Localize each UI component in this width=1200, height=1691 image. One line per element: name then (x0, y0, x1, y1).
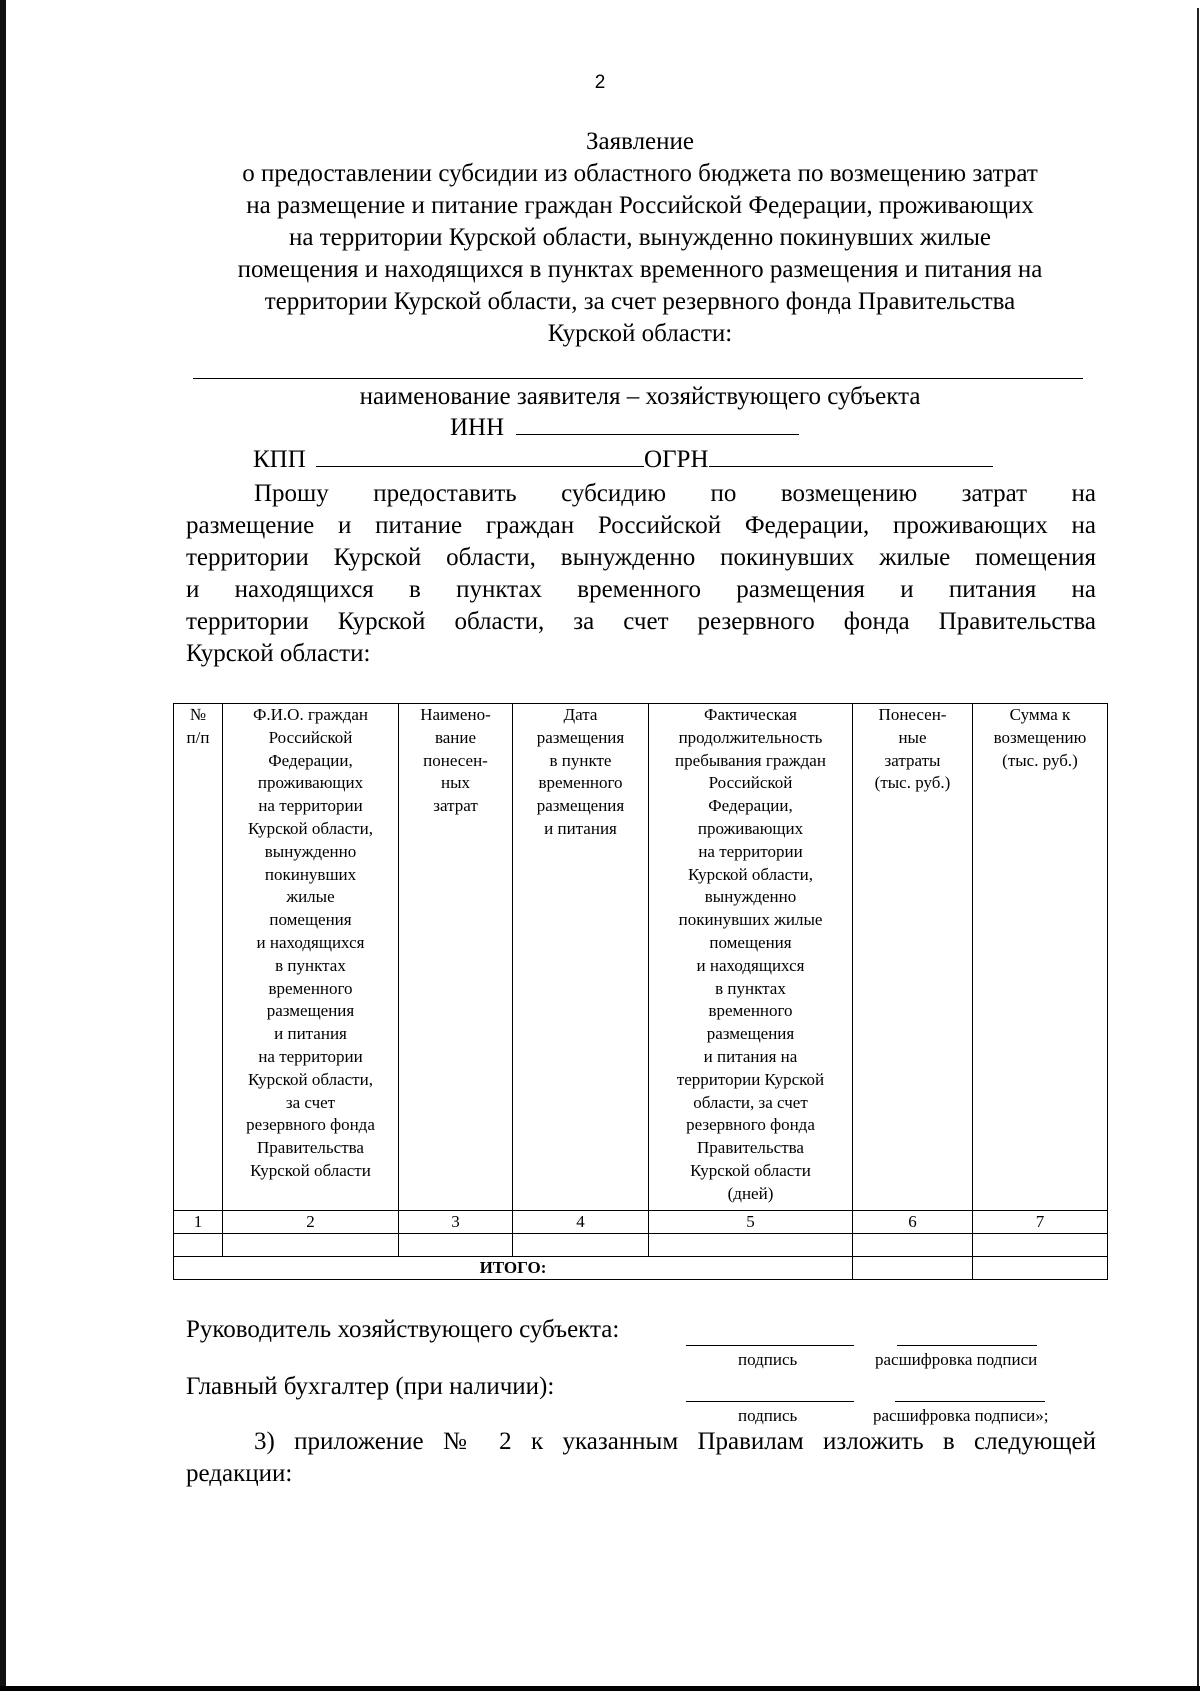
column-number: 1 (174, 1211, 223, 1234)
table-cell[interactable] (174, 1234, 223, 1257)
amendment-paragraph (186, 1426, 1096, 1490)
paragraph-line: Курской области: (186, 640, 371, 667)
kpp-label: КПП (253, 446, 306, 473)
page-number: 2 (594, 72, 606, 93)
kpp-ogrn-row (253, 446, 993, 474)
decoding-caption: расшифровка подписи»; (873, 1406, 1049, 1425)
scan-border-left (0, 0, 6, 1691)
paragraph-line: 3) приложение № 2 к указанным Правилам изложить в следующей (254, 1428, 1096, 1455)
ogrn-label: ОГРН (644, 446, 709, 473)
total-label: ИТОГО: (174, 1257, 853, 1280)
title-line: о предоставлении субсидии из областного бюджета по возмещению затрат (242, 160, 1038, 187)
accountant-signature-label: Главный бухгалтер (при наличии): (186, 1373, 555, 1400)
scan-border-right (1197, 8, 1199, 1688)
table-row (174, 1234, 1108, 1257)
col-header-reimbursement-sum: Сумма к возмещению (тыс. руб.) (973, 704, 1108, 1211)
request-paragraph (186, 478, 1096, 670)
table-cell[interactable] (853, 1234, 973, 1257)
total-reimbursement-cell[interactable] (973, 1257, 1108, 1280)
column-number: 3 (399, 1211, 513, 1234)
column-number: 5 (649, 1211, 853, 1234)
decoding-caption: расшифровка подписи (875, 1350, 1038, 1369)
table-cell[interactable] (973, 1234, 1108, 1257)
ogrn-field[interactable] (709, 446, 993, 467)
accountant-decoding-field[interactable] (895, 1401, 1045, 1402)
table-cell[interactable] (513, 1234, 649, 1257)
paragraph-line: территории Курской области, вынужденно покинувших жилые помещения (186, 544, 1096, 571)
column-number: 7 (973, 1211, 1108, 1234)
title-line: Курской области: (547, 320, 733, 347)
head-decoding-field[interactable] (897, 1345, 1037, 1346)
kpp-field[interactable] (316, 446, 644, 467)
col-header-citizen-name: Ф.И.О. граждан Российской Федерации, проживающих на территории Курской области, вынужденно покинувших жилые помещения и находящихся в пунктах временного размещения и питания на территории Курской области, за счет резервного фонда Правительства Курской области (223, 704, 399, 1211)
inn-label: ИНН (450, 414, 505, 441)
title-line: территории Курской области, за счет резервного фонда Правительства (264, 288, 1016, 315)
paragraph-line: Прошу предоставить субсидию по возмещению затрат на (254, 480, 1096, 507)
inn-field[interactable] (516, 414, 799, 435)
table-cell[interactable] (223, 1234, 399, 1257)
inn-row (450, 414, 799, 442)
total-row (174, 1257, 1108, 1280)
col-header-expenses-incurred: Понесен- ные затраты (тыс. руб.) (853, 704, 973, 1211)
title-line: на размещение и питание граждан Российской Федерации, проживающих (246, 192, 1034, 219)
head-signature-field[interactable] (686, 1345, 854, 1346)
table-header-row (174, 704, 1108, 1211)
column-number: 4 (513, 1211, 649, 1234)
applicant-name-field[interactable] (193, 378, 1083, 379)
paragraph-line: размещение и питание граждан Российской Федерации, проживающих на (186, 512, 1096, 539)
table-cell[interactable] (649, 1234, 853, 1257)
table-cell[interactable] (399, 1234, 513, 1257)
applicant-name-caption: наименование заявителя – хозяйствующего субъекта (359, 383, 921, 410)
signature-caption: подпись (738, 1406, 798, 1425)
col-header-number: № п/п (174, 704, 223, 1211)
col-header-stay-duration: Фактическая продолжительность пребывания граждан Российской Федерации, проживающих на территории Курской области, вынужденно покинувших жилые помещения и находящихся в пунктах временного размещения и питания на территории Курской области, за счет резервного фонда Правительства Курской области (дней) (649, 704, 853, 1211)
column-numbers-row (174, 1211, 1108, 1234)
paragraph-line: редакции: (186, 1460, 293, 1487)
subsidy-table (173, 703, 1108, 1280)
column-number: 6 (853, 1211, 973, 1234)
title-line: на территории Курской области, вынужденно покинувших жилые (289, 224, 991, 251)
signature-caption: подпись (738, 1350, 798, 1369)
paragraph-line: территории Курской области, за счет резервного фонда Правительства (186, 608, 1096, 635)
title-line: помещения и находящихся в пунктах временного размещения и питания на (237, 256, 1043, 283)
head-signature-label: Руководитель хозяйствующего субъекта: (186, 1316, 620, 1343)
paragraph-line: и находящихся в пунктах временного размещения и питания на (186, 576, 1096, 603)
column-number: 2 (223, 1211, 399, 1234)
total-expenses-cell[interactable] (853, 1257, 973, 1280)
col-header-placement-date: Дата размещения в пункте временного размещения и питания (513, 704, 649, 1211)
scan-border-bottom (0, 1686, 1200, 1691)
accountant-signature-field[interactable] (686, 1401, 854, 1402)
col-header-expense-name: Наимено- вание понесен- ных затрат (399, 704, 513, 1211)
document-title (175, 126, 1105, 350)
title-heading: Заявление (585, 128, 695, 155)
